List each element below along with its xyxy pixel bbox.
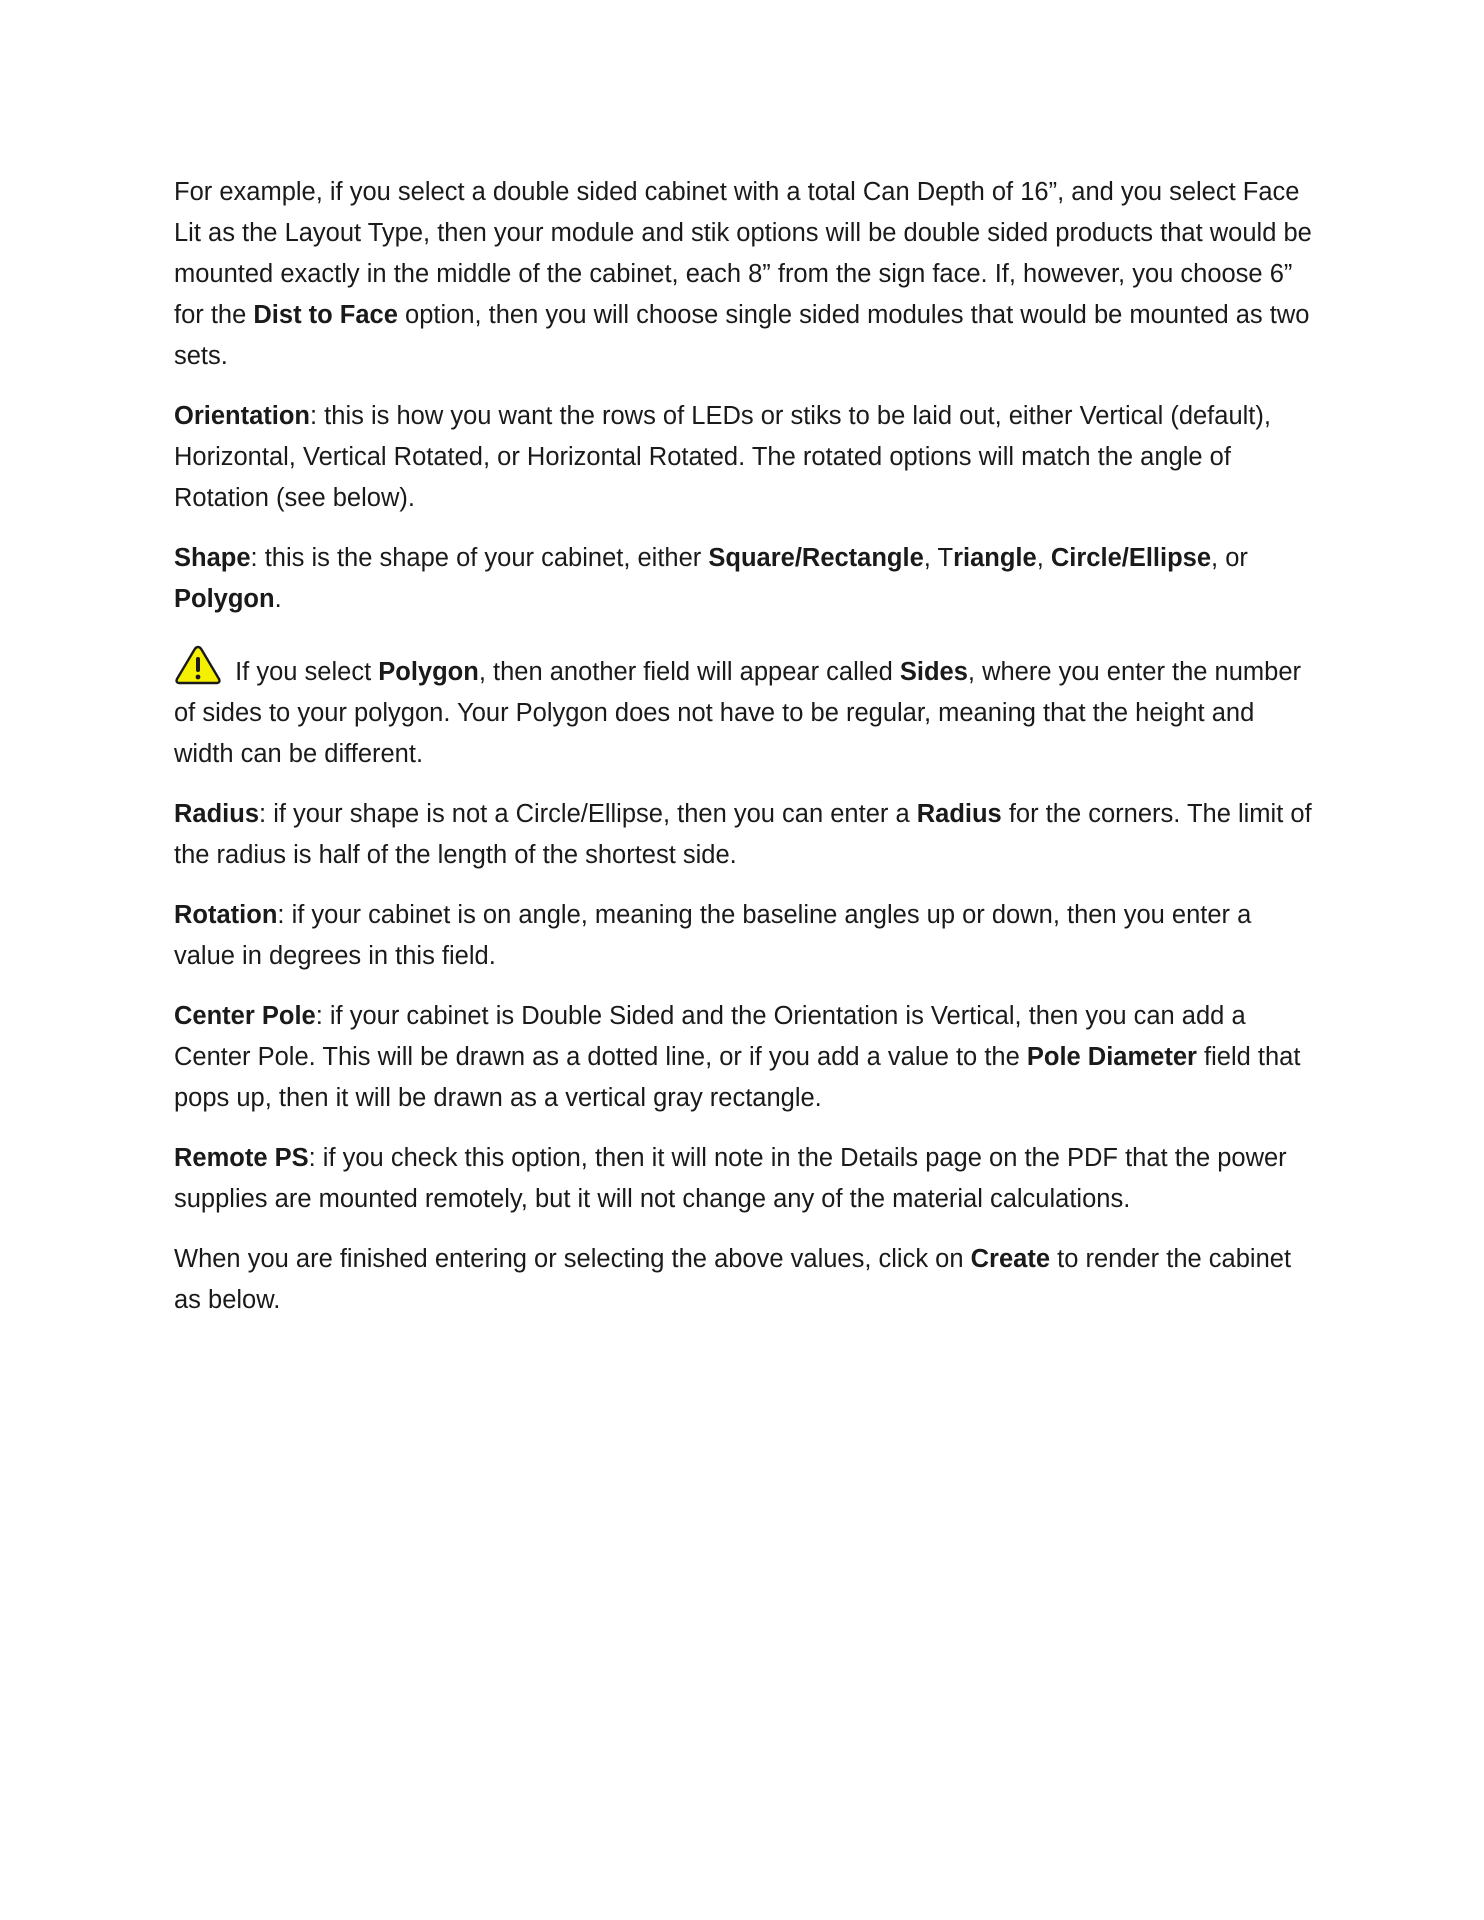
dist-to-face-term: Dist to Face (253, 301, 398, 329)
orientation-text: : this is how you want the rows of LEDs or stiks to be laid out, either Vertical (default), Horizontal, Vertical Rotated, or Horizontal Rotated. The rotated options will match the angle of Rotation (see below). (174, 402, 1271, 512)
radius-term: Radius (174, 800, 260, 828)
center-pole-text-1: : if your cabinet is Double Sided and the Orientation is Vertical, then you can add a Center Pole. This will be drawn as a dotted line, or if you add a value to the (174, 1002, 1246, 1071)
rotation-paragraph (174, 895, 1314, 977)
finish-text-2: to render the cabinet as below. (174, 1245, 1292, 1314)
remote-ps-paragraph (174, 1138, 1314, 1220)
rotation-text: : if your cabinet is on angle, meaning the baseline angles up or down, then you enter a value in degrees in this field. (174, 901, 1252, 970)
sides-term: Sides (899, 658, 968, 686)
square-rectangle-term: Square/Rectangle (708, 544, 924, 572)
polygon-note-text-2: , then another field will appear called (478, 658, 900, 686)
finish-text-1: When you are finished entering or selecting the above values, click on (174, 1245, 971, 1273)
orientation-term: Orientation (174, 402, 311, 430)
orientation-paragraph (174, 396, 1314, 519)
shape-text-3: , (1036, 544, 1051, 572)
shape-text-2: , T (923, 544, 954, 572)
polygon-note-text-1: If you select (228, 658, 379, 686)
triangle-term: riangle (953, 544, 1037, 572)
polygon-term-2: Polygon (378, 658, 479, 686)
pole-diameter-term: Pole Diameter (1026, 1043, 1197, 1071)
radius-text-2: for the corners. The limit of the radius is half of the length of the shortest side. (174, 800, 1312, 869)
circle-ellipse-term: Circle/Ellipse (1050, 544, 1212, 572)
radius-term-2: Radius (916, 800, 1002, 828)
shape-text-5: . (274, 585, 282, 613)
warning-icon (174, 644, 222, 686)
center-pole-text-2: field that pops up, then it will be drawn as a vertical gray rectangle. (174, 1043, 1301, 1112)
finish-paragraph (174, 1239, 1314, 1321)
polygon-note-paragraph (174, 644, 1314, 775)
remote-ps-text: : if you check this option, then it will note in the Details page on the PDF that the power supplies are mounted remotely, but it will not change any of the material calculations. (174, 1144, 1287, 1213)
intro-text-1: For example, if you select a double sided cabinet with a total Can Depth of 16”, and you select Face Lit as the Layout Type, then your module and stik options will be double sided products that would be mounted exactly in the middle of the cabinet, each 8” from the sign face. If, however, you choose 6” for the (174, 178, 1312, 329)
shape-term: Shape (174, 544, 251, 572)
shape-text-4: , or (1211, 544, 1248, 572)
intro-paragraph (174, 172, 1314, 377)
create-term: Create (970, 1245, 1051, 1273)
center-pole-paragraph (174, 996, 1314, 1119)
remote-ps-term: Remote PS (174, 1144, 309, 1172)
center-pole-term: Center Pole (174, 1002, 316, 1030)
radius-paragraph (174, 794, 1314, 876)
shape-paragraph (174, 538, 1314, 620)
radius-text-1: : if your shape is not a Circle/Ellipse, then you can enter a (259, 800, 917, 828)
polygon-note-text-3: , where you enter the number of sides to your polygon. Your Polygon does not have to be regular, meaning that the height and width can be different. (174, 658, 1302, 768)
document-body (174, 172, 1314, 1340)
shape-text-1: : this is the shape of your cabinet, either (250, 544, 709, 572)
intro-text-2: option, then you will choose single sided modules that would be mounted as two sets. (174, 301, 1310, 370)
polygon-term: Polygon (174, 585, 275, 613)
rotation-term: Rotation (174, 901, 278, 929)
